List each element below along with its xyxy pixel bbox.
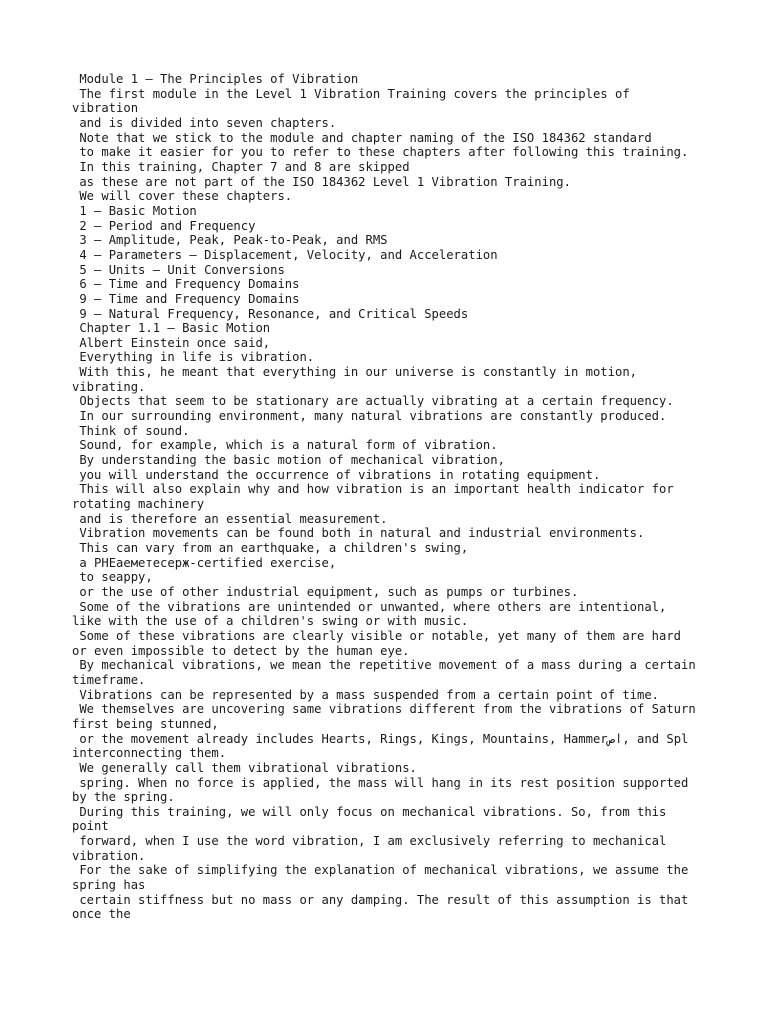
text-line: 9 – Time and Frequency Domains: [72, 291, 300, 306]
text-line: The first module in the Level 1 Vibration Training covers the principles of vibration: [72, 86, 637, 116]
document-body: [72, 72, 702, 922]
text-line: Albert Einstein once said,: [72, 335, 271, 350]
text-line: or the use of other industrial equipment, such as pumps or turbines.: [72, 584, 579, 599]
text-line: We themselves are uncovering same vibrations different from the vibrations of Saturn first being stunned,: [72, 702, 704, 731]
text-line: We will cover these chapters.: [72, 189, 293, 204]
text-line: We generally call them vibrational vibrations.: [72, 760, 417, 775]
text-line: certain stiffness but no mass or any damping. The result of this assumption is that once the: [72, 892, 696, 922]
text-line: 6 – Time and Frequency Domains: [72, 277, 300, 292]
text-line: spring. When no force is applied, the mass will hang in its rest position supported by the spring.: [72, 775, 696, 805]
text-line: or the movement already includes Hearts, Rings, Kings, Mountains, Hammerاص, and Spl interconnecting them.: [72, 731, 696, 761]
text-line: Chapter 1.1 – Basic Motion: [72, 321, 271, 336]
text-line: forward, when I use the word vibration, I am exclusively referring to mechanical vibration.: [72, 834, 674, 863]
text-line: Vibration movements can be found both in natural and industrial environments.: [72, 526, 645, 541]
text-line: 1 – Basic Motion: [72, 203, 197, 218]
text-line: Sound, for example, which is a natural form of vibration.: [72, 438, 498, 453]
text-line: Some of the vibrations are unintended or unwanted, where others are intentional, like with the use of a children's swing or with music.: [72, 599, 674, 629]
text-line: as these are not part of the ISO 184362 Level 1 Vibration Training.: [72, 174, 571, 189]
text-line: With this, he meant that everything in our universe is constantly in motion, vibrating.: [72, 365, 645, 394]
text-line: to make it easier for you to refer to these chapters after following this training.: [72, 145, 689, 160]
text-line: Some of these vibrations are clearly visible or notable, yet many of them are hard or even impossible to detect by the human eye.: [72, 628, 689, 658]
text-line: In our surrounding environment, many natural vibrations are constantly produced.: [72, 409, 667, 424]
text-line: This will also explain why and how vibration is an important health indicator for rotating machinery: [72, 482, 682, 512]
text-line: For the sake of simplifying the explanation of mechanical vibrations, we assume the spring has: [72, 863, 696, 893]
text-line: you will understand the occurrence of vibrations in rotating equipment.: [72, 467, 601, 482]
text-line: By understanding the basic motion of mechanical vibration,: [72, 453, 505, 468]
text-line: a PHEаеметесерж-certified exercise,: [72, 555, 337, 570]
text-line: Note that we stick to the module and chapter naming of the ISO 184362 standard: [72, 130, 652, 145]
text-line: In this training, Chapter 7 and 8 are skipped: [72, 159, 410, 174]
text-line: and is divided into seven chapters.: [72, 115, 337, 130]
text-line: By mechanical vibrations, we mean the repetitive movement of a mass during a certain timeframe.: [72, 658, 704, 687]
text-line: 4 – Parameters – Displacement, Velocity, and Acceleration: [72, 247, 498, 262]
text-line: Think of sound.: [72, 423, 190, 438]
text-line: This can vary from an earthquake, a children's swing,: [72, 541, 469, 555]
text-line: 3 – Amplitude, Peak, Peak-to-Peak, and RMS: [72, 233, 388, 248]
text-line: During this training, we will only focus on mechanical vibrations. So, from this point: [72, 804, 674, 834]
text-line: Module 1 – The Principles of Vibration: [72, 72, 359, 86]
text-line: Objects that seem to be stationary are actually vibrating at a certain frequency.: [72, 394, 674, 409]
text-line: and is therefore an essential measurement.: [72, 511, 388, 526]
text-line: to seappy,: [72, 570, 153, 585]
text-line: 2 – Period and Frequency: [72, 218, 256, 233]
text-line: Everything in life is vibration.: [72, 350, 315, 365]
text-line: Vibrations can be represented by a mass suspended from a certain point of time.: [72, 687, 660, 702]
text-line: 9 – Natural Frequency, Resonance, and Critical Speeds: [72, 306, 469, 321]
text-line: 5 – Units – Unit Conversions: [72, 262, 285, 277]
